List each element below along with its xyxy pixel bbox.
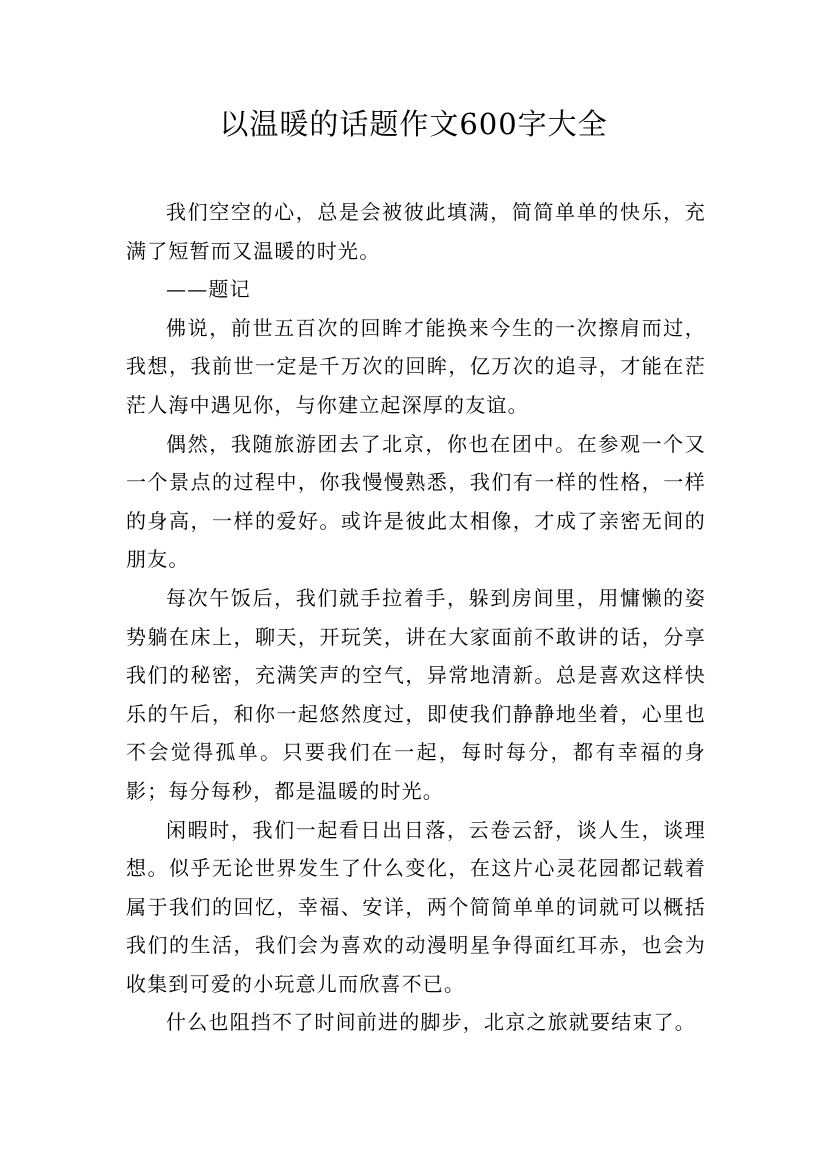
paragraph-leisure: 闲暇时，我们一起看日出日落，云卷云舒，谈人生，谈理想。似乎无论世界发生了什么变化，在这片心灵花园都记载着属于我们的回忆，幸福、安详，两个简简单单的词就可以概括我们的生活，我们会为喜欢的动漫明星争得面红耳赤，也会为收集到可爱的小玩意儿而欣喜不已。 [126,817,706,996]
paragraph-trip-ending: 什么也阻挡不了时间前进的脚步，北京之旅就要结束了。 [166,1010,696,1035]
paragraph-afternoons: 每次午饭后，我们就手拉着手，躲到房间里，用慵懒的姿势躺在床上，聊天，开玩笑，讲在大家面前不敢讲的话，分享我们的秘密，充满笑声的空气，异常地清新。总是喜欢这样快乐的午后，和你一起悠然度过，即使我们静静地坐着，心里也不会觉得孤单。只要我们在一起，每时每分，都有幸福的身影；每分每秒，都是温暖的时光。 [126,585,706,803]
document-title: 以温暖的话题作文600字大全 [219,107,608,141]
paragraph-epigraph-note: ——题记 [166,277,251,302]
paragraph-buddha-saying: 佛说，前世五百次的回眸才能换来今生的一次擦肩而过，我想，我前世一定是千万次的回眸，亿万次的追寻，才能在茫茫人海中遇见你，与你建立起深厚的友谊。 [126,315,706,417]
paragraph-beijing-trip: 偶然，我随旅游团去了北京，你也在团中。在参观一个又一个景点的过程中，你我慢慢熟悉，我们有一样的性格，一样的身高，一样的爱好。或许是彼此太相像，才成了亲密无间的朋友。 [126,431,706,572]
paragraph-epigraph: 我们空空的心，总是会被彼此填满，简简单单的快乐，充满了短暂而又温暖的时光。 [126,200,706,263]
document-body [126,193,706,1042]
